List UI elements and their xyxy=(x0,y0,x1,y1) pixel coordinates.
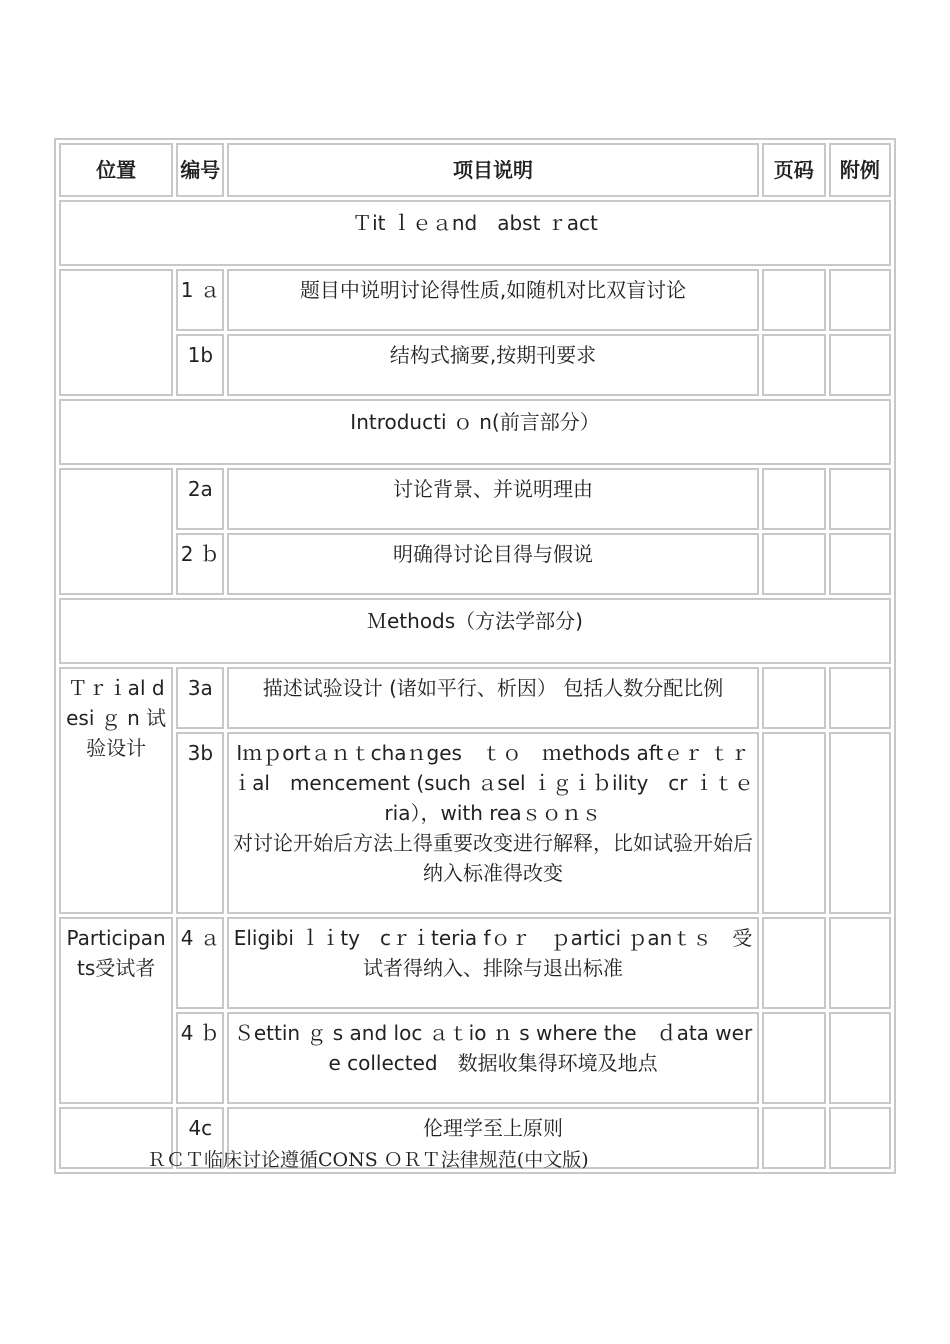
header-position: 位置 xyxy=(59,143,173,197)
table-row xyxy=(59,732,891,914)
table-row xyxy=(59,533,891,595)
header-number: 编号 xyxy=(176,143,224,197)
example-cell xyxy=(829,468,891,530)
number-cell: 4 ｂ xyxy=(176,1012,224,1104)
page-cell xyxy=(762,334,826,396)
section-methods: Ｍethods（方法学部分) xyxy=(59,598,891,664)
description-cell: 结构式摘要,按期刊要求 xyxy=(227,334,758,396)
description-cell: Eligibi ｌｉty cｒｉteria fｏｒ ｐartici ｐanｔｓ 受试者得纳入、排除与退出标准 xyxy=(227,917,758,1009)
number-cell: 3b xyxy=(176,732,224,914)
page-cell xyxy=(762,917,826,1009)
example-cell xyxy=(829,1012,891,1104)
page-cell xyxy=(762,1012,826,1104)
description-cell: 描述试验设计 (诸如平行、析因） 包括人数分配比例 xyxy=(227,667,758,729)
description-cell: 伦理学至上原则 xyxy=(227,1107,758,1169)
example-cell xyxy=(829,269,891,331)
header-example: 附例 xyxy=(829,143,891,197)
example-cell xyxy=(829,334,891,396)
example-cell xyxy=(829,667,891,729)
page-cell xyxy=(762,732,826,914)
position-cell: Ｔｒｉal desi ｇ n 试验设计 xyxy=(59,667,173,914)
example-cell xyxy=(829,732,891,914)
table-row xyxy=(59,334,891,396)
example-cell xyxy=(829,533,891,595)
number-cell: 4c xyxy=(176,1107,224,1169)
example-cell xyxy=(829,1107,891,1169)
page-cell xyxy=(762,1107,826,1169)
table-row xyxy=(59,468,891,530)
description-zh: 对讨论开始后方法上得重要改变进行解释，比如试验开始后纳入标准得改变 xyxy=(233,831,754,885)
consort-table xyxy=(54,138,896,1174)
description-cell: 题目中说明讨论得性质,如随机对比双盲讨论 xyxy=(227,269,758,331)
number-cell: 1 ａ xyxy=(176,269,224,331)
description-cell: 明确得讨论目得与假说 xyxy=(227,533,758,595)
section-row-title-abstract xyxy=(59,200,891,266)
page-cell xyxy=(762,533,826,595)
header-description: 项目说明 xyxy=(227,143,758,197)
table-row xyxy=(59,269,891,331)
table-row xyxy=(59,917,891,1009)
number-cell: 3a xyxy=(176,667,224,729)
page-cell xyxy=(762,667,826,729)
description-cell: Ｓettin ｇ s and loc ａｔio ｎ s where the ｄata were collected 数据收集得环境及地点 xyxy=(227,1012,758,1104)
section-title-abstract: Ｔit ｌｅａnd abst ｒact xyxy=(59,200,891,266)
example-cell xyxy=(829,917,891,1009)
table-row xyxy=(59,1012,891,1104)
description-en: Iｍｐortａｎｔchaｎges ｔｏ ｍethods aftｅｒ ｔｒｉal mencement (such ａsel ｉｇｉｂility cr ｉｔｅria），with reaｓｏｎｓ xyxy=(232,741,754,825)
number-cell: 2 ｂ xyxy=(176,533,224,595)
position-cell xyxy=(59,468,173,595)
description-cell: 讨论背景、并说明理由 xyxy=(227,468,758,530)
number-cell: 4 ａ xyxy=(176,917,224,1009)
section-row-introduction xyxy=(59,399,891,465)
header-page: 页码 xyxy=(762,143,826,197)
page-cell xyxy=(762,468,826,530)
section-introduction: Introducti ｏ n(前言部分） xyxy=(59,399,891,465)
table-row xyxy=(59,667,891,729)
description-cell xyxy=(227,732,758,914)
position-cell: Participants受试者 xyxy=(59,917,173,1104)
page-cell xyxy=(762,269,826,331)
number-cell: 1b xyxy=(176,334,224,396)
document-caption: ＲＣＴ临床讨论遵循CONS ＯＲＴ法律规范(中文版) xyxy=(147,1149,589,1171)
header-row xyxy=(59,143,891,197)
position-cell xyxy=(59,269,173,396)
section-row-methods xyxy=(59,598,891,664)
number-cell: 2a xyxy=(176,468,224,530)
